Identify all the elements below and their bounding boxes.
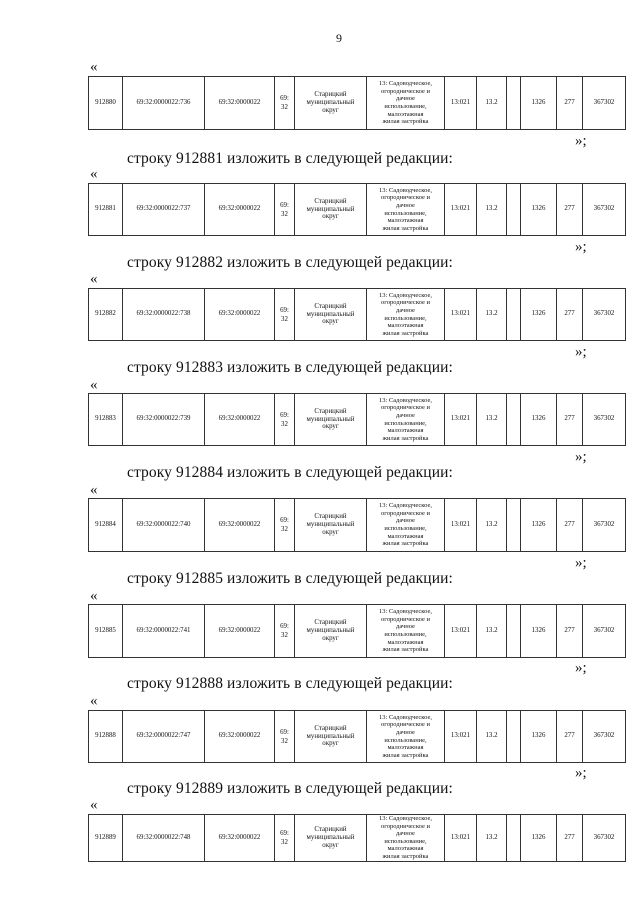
cell-line: 13: Садоводческое,	[379, 396, 432, 404]
record-table	[88, 76, 626, 130]
cadastral-quarter-cell: 69:32:0000022	[205, 77, 275, 130]
cell-line: жилая застройка	[382, 540, 429, 548]
cadastral-quarter-cell: 69:32:0000022	[205, 289, 275, 341]
cell-line: дачное	[396, 623, 415, 631]
region-code-cell	[275, 394, 295, 446]
value-367302-cell: 367302	[583, 184, 626, 236]
municipality-cell	[295, 394, 367, 446]
cell-line: использование,	[384, 209, 427, 217]
cell-line: 32	[281, 104, 288, 111]
cell-line: округ	[322, 528, 339, 536]
cell-line: огородническое и	[381, 721, 430, 729]
cell-line: 32	[281, 315, 288, 323]
table-row	[89, 499, 626, 552]
value-1326-cell: 1326	[521, 605, 557, 658]
cell-line: округ	[322, 841, 339, 849]
cell-line: малоэтажная	[387, 427, 424, 435]
record-id-cell: 912880	[89, 77, 123, 130]
record-id-cell: 912883	[89, 394, 123, 446]
region-code-cell	[275, 184, 295, 236]
zone-code-cell: 13:021	[445, 77, 477, 130]
cell-line: дачное	[396, 201, 415, 209]
cadastral-number-cell: 69:32:0000022:748	[123, 815, 205, 862]
cell-line: 69:	[280, 201, 289, 209]
group-code-cell: 13.2	[477, 289, 507, 341]
municipality-cell	[295, 499, 367, 552]
cell-line: 13: Садоводческое,	[379, 291, 432, 299]
cell-line: Старицкий	[314, 513, 347, 521]
cell-line: жилая застройка	[382, 751, 429, 759]
cell-line: жилая застройка	[382, 329, 429, 337]
cell-line: дачное	[396, 830, 415, 838]
land-use-cell	[367, 605, 445, 658]
municipality-cell	[295, 184, 367, 236]
value-1326-cell: 1326	[521, 711, 557, 763]
cadastral-quarter-cell: 69:32:0000022	[205, 394, 275, 446]
empty-cell	[507, 815, 521, 862]
cell-line: дачное	[396, 306, 415, 314]
table-row	[89, 289, 626, 341]
municipality-cell	[295, 815, 367, 862]
opening-quote: «	[90, 693, 98, 709]
record-table	[88, 288, 626, 341]
table-row	[89, 394, 626, 446]
cell-line: Старицкий	[314, 302, 347, 310]
cell-line: использование,	[384, 419, 427, 427]
zone-code-cell: 13:021	[445, 289, 477, 341]
table-row	[89, 815, 626, 862]
value-1326-cell: 1326	[521, 815, 557, 862]
record-table	[88, 604, 626, 658]
land-use-cell	[367, 184, 445, 236]
zone-code-cell: 13:021	[445, 499, 477, 552]
record-id-cell: 912881	[89, 184, 123, 236]
cell-line: использование,	[384, 631, 427, 638]
value-1326-cell: 1326	[521, 77, 557, 130]
opening-quote: «	[90, 797, 98, 813]
page-number: 9	[336, 31, 342, 45]
cell-line: 32	[281, 420, 288, 428]
cell-line: дачное	[396, 411, 415, 419]
cadastral-number-cell: 69:32:0000022:747	[123, 711, 205, 763]
cell-line: округ	[322, 106, 339, 114]
cell-line: огородническое и	[381, 194, 430, 202]
closing-quote: »;	[575, 555, 587, 571]
cell-line: Старицкий	[314, 407, 347, 415]
cell-line: огородническое и	[381, 404, 430, 412]
cadastral-number-cell: 69:32:0000022:738	[123, 289, 205, 341]
empty-cell	[507, 711, 521, 763]
cell-line: муниципальный	[306, 415, 355, 423]
cell-line: 32	[281, 737, 288, 745]
group-code-cell: 13.2	[477, 394, 507, 446]
zone-code-cell: 13:021	[445, 184, 477, 236]
empty-cell	[507, 77, 521, 130]
cell-line: использование,	[384, 736, 427, 744]
value-1326-cell: 1326	[521, 184, 557, 236]
cadastral-quarter-cell: 69:32:0000022	[205, 711, 275, 763]
cell-line: малоэтажная	[387, 532, 424, 540]
zone-code-cell: 13:021	[445, 711, 477, 763]
value-277-cell: 277	[557, 499, 583, 552]
zone-code-cell: 13:021	[445, 605, 477, 658]
opening-quote: «	[90, 377, 98, 393]
record-table	[88, 814, 626, 862]
region-code-cell	[275, 289, 295, 341]
empty-cell	[507, 289, 521, 341]
cell-line: муниципальный	[306, 310, 355, 318]
cell-line: малоэтажная	[387, 110, 424, 118]
amendment-heading: строку 912882 изложить в следующей редакции:	[127, 254, 453, 271]
group-code-cell: 13.2	[477, 184, 507, 236]
cell-line: огородническое и	[381, 87, 430, 95]
cell-line: дачное	[396, 728, 415, 736]
cell-line: огородническое и	[381, 615, 430, 623]
cell-line: использование,	[384, 837, 427, 845]
cell-line: Старицкий	[314, 91, 347, 99]
cell-line: 13: Садоводческое,	[379, 713, 432, 721]
value-277-cell: 277	[557, 711, 583, 763]
record-id-cell: 912884	[89, 499, 123, 552]
record-id-cell: 912889	[89, 815, 123, 862]
group-code-cell: 13.2	[477, 499, 507, 552]
amendment-heading: строку 912885 изложить в следующей редакции:	[127, 570, 453, 587]
cell-line: округ	[322, 634, 339, 642]
value-277-cell: 277	[557, 394, 583, 446]
cadastral-quarter-cell: 69:32:0000022	[205, 499, 275, 552]
cell-line: 13: Садоводческое,	[379, 608, 432, 616]
empty-cell	[507, 499, 521, 552]
region-code-cell	[275, 499, 295, 552]
cell-line: 32	[281, 632, 288, 639]
cell-line: 13: Садоводческое,	[379, 502, 432, 510]
record-table	[88, 498, 626, 552]
amendment-heading: строку 912889 изложить в следующей редакции:	[127, 780, 453, 797]
record-id-cell: 912882	[89, 289, 123, 341]
cadastral-quarter-cell: 69:32:0000022	[205, 605, 275, 658]
opening-quote: «	[90, 166, 98, 182]
cell-line: муниципальный	[306, 205, 355, 213]
value-367302-cell: 367302	[583, 289, 626, 341]
cell-line: округ	[322, 318, 339, 326]
closing-quote: »;	[575, 133, 587, 149]
cell-line: жилая застройка	[382, 224, 429, 232]
value-367302-cell: 367302	[583, 499, 626, 552]
region-code-cell	[275, 711, 295, 763]
cell-line: 69:	[280, 95, 289, 102]
zone-code-cell: 13:021	[445, 394, 477, 446]
region-code-cell	[275, 815, 295, 862]
value-1326-cell: 1326	[521, 499, 557, 552]
land-use-cell	[367, 711, 445, 763]
cell-line: малоэтажная	[387, 322, 424, 330]
amendment-heading: строку 912884 изложить в следующей редакции:	[127, 464, 453, 481]
table-row	[89, 605, 626, 658]
cell-line: использование,	[384, 314, 427, 322]
value-277-cell: 277	[557, 605, 583, 658]
value-367302-cell: 367302	[583, 394, 626, 446]
cell-line: огородническое и	[381, 299, 430, 307]
cell-line: 13: Садоводческое,	[379, 186, 432, 194]
value-367302-cell: 367302	[583, 711, 626, 763]
cell-line: 32	[281, 838, 288, 846]
amendment-heading: строку 912881 изложить в следующей редакции:	[127, 150, 453, 167]
cell-line: Старицкий	[314, 197, 347, 205]
cell-line: Старицкий	[314, 826, 347, 834]
value-277-cell: 277	[557, 289, 583, 341]
group-code-cell: 13.2	[477, 815, 507, 862]
value-367302-cell: 367302	[583, 77, 626, 130]
table-row	[89, 184, 626, 236]
cell-line: малоэтажная	[387, 217, 424, 225]
cadastral-number-cell: 69:32:0000022:740	[123, 499, 205, 552]
cell-line: жилая застройка	[382, 118, 429, 126]
record-id-cell: 912885	[89, 605, 123, 658]
cell-line: 13: Садоводческое,	[379, 815, 432, 822]
cell-line: Старицкий	[314, 724, 347, 732]
cell-line: округ	[322, 740, 339, 748]
record-table	[88, 710, 626, 763]
cell-line: 69:	[280, 623, 289, 630]
cell-line: 69:	[280, 829, 289, 837]
value-1326-cell: 1326	[521, 394, 557, 446]
closing-quote: »;	[575, 660, 587, 676]
cell-line: округ	[322, 213, 339, 221]
cell-line: 13: Садоводческое,	[379, 80, 432, 88]
closing-quote: »;	[575, 765, 587, 781]
municipality-cell	[295, 77, 367, 130]
record-id-cell: 912888	[89, 711, 123, 763]
table-row	[89, 77, 626, 130]
cell-line: малоэтажная	[387, 845, 424, 853]
cell-line: использование,	[384, 103, 427, 110]
value-1326-cell: 1326	[521, 289, 557, 341]
cell-line: огородническое и	[381, 509, 430, 517]
record-table	[88, 393, 626, 446]
municipality-cell	[295, 711, 367, 763]
amendment-heading: строку 912883 изложить в следующей редакции:	[127, 359, 453, 376]
cell-line: малоэтажная	[387, 744, 424, 752]
cell-line: 32	[281, 210, 288, 218]
cell-line: округ	[322, 423, 339, 431]
cadastral-number-cell: 69:32:0000022:736	[123, 77, 205, 130]
cell-line: дачное	[396, 95, 415, 103]
cadastral-number-cell: 69:32:0000022:741	[123, 605, 205, 658]
cell-line: 32	[281, 526, 288, 533]
region-code-cell	[275, 605, 295, 658]
value-367302-cell: 367302	[583, 605, 626, 658]
cell-line: муниципальный	[306, 521, 355, 529]
cadastral-number-cell: 69:32:0000022:737	[123, 184, 205, 236]
municipality-cell	[295, 289, 367, 341]
land-use-cell	[367, 815, 445, 862]
empty-cell	[507, 394, 521, 446]
group-code-cell: 13.2	[477, 605, 507, 658]
cadastral-number-cell: 69:32:0000022:739	[123, 394, 205, 446]
empty-cell	[507, 605, 521, 658]
region-code-cell	[275, 77, 295, 130]
opening-quote: «	[90, 588, 98, 604]
cell-line: Старицкий	[314, 619, 347, 627]
cell-line: жилая застройка	[382, 434, 429, 442]
cell-line: жилая застройка	[382, 646, 429, 654]
empty-cell	[507, 184, 521, 236]
value-277-cell: 277	[557, 815, 583, 862]
cell-line: муниципальный	[306, 833, 355, 841]
cell-line: муниципальный	[306, 627, 355, 635]
amendment-heading: строку 912888 изложить в следующей редакции:	[127, 675, 453, 692]
value-277-cell: 277	[557, 184, 583, 236]
cell-line: дачное	[396, 517, 415, 525]
cell-line: использование,	[384, 525, 427, 532]
cadastral-quarter-cell: 69:32:0000022	[205, 184, 275, 236]
cell-line: жилая застройка	[382, 852, 429, 860]
cell-line: муниципальный	[306, 732, 355, 740]
closing-quote: »;	[575, 449, 587, 465]
land-use-cell	[367, 77, 445, 130]
closing-quote: »;	[575, 344, 587, 360]
group-code-cell: 13.2	[477, 711, 507, 763]
cell-line: 69:	[280, 306, 289, 314]
table-row	[89, 711, 626, 763]
land-use-cell	[367, 394, 445, 446]
opening-quote: «	[90, 271, 98, 287]
cell-line: малоэтажная	[387, 638, 424, 646]
cell-line: огородническое и	[381, 822, 430, 830]
closing-quote: »;	[575, 239, 587, 255]
zone-code-cell: 13:021	[445, 815, 477, 862]
cell-line: 69:	[280, 517, 289, 524]
value-367302-cell: 367302	[583, 815, 626, 862]
cell-line: 69:	[280, 728, 289, 736]
land-use-cell	[367, 499, 445, 552]
group-code-cell: 13.2	[477, 77, 507, 130]
opening-quote: «	[90, 482, 98, 498]
value-277-cell: 277	[557, 77, 583, 130]
opening-quote: «	[90, 59, 98, 75]
cell-line: 69:	[280, 411, 289, 419]
cadastral-quarter-cell: 69:32:0000022	[205, 815, 275, 862]
municipality-cell	[295, 605, 367, 658]
land-use-cell	[367, 289, 445, 341]
record-table	[88, 183, 626, 236]
cell-line: муниципальный	[306, 99, 355, 107]
